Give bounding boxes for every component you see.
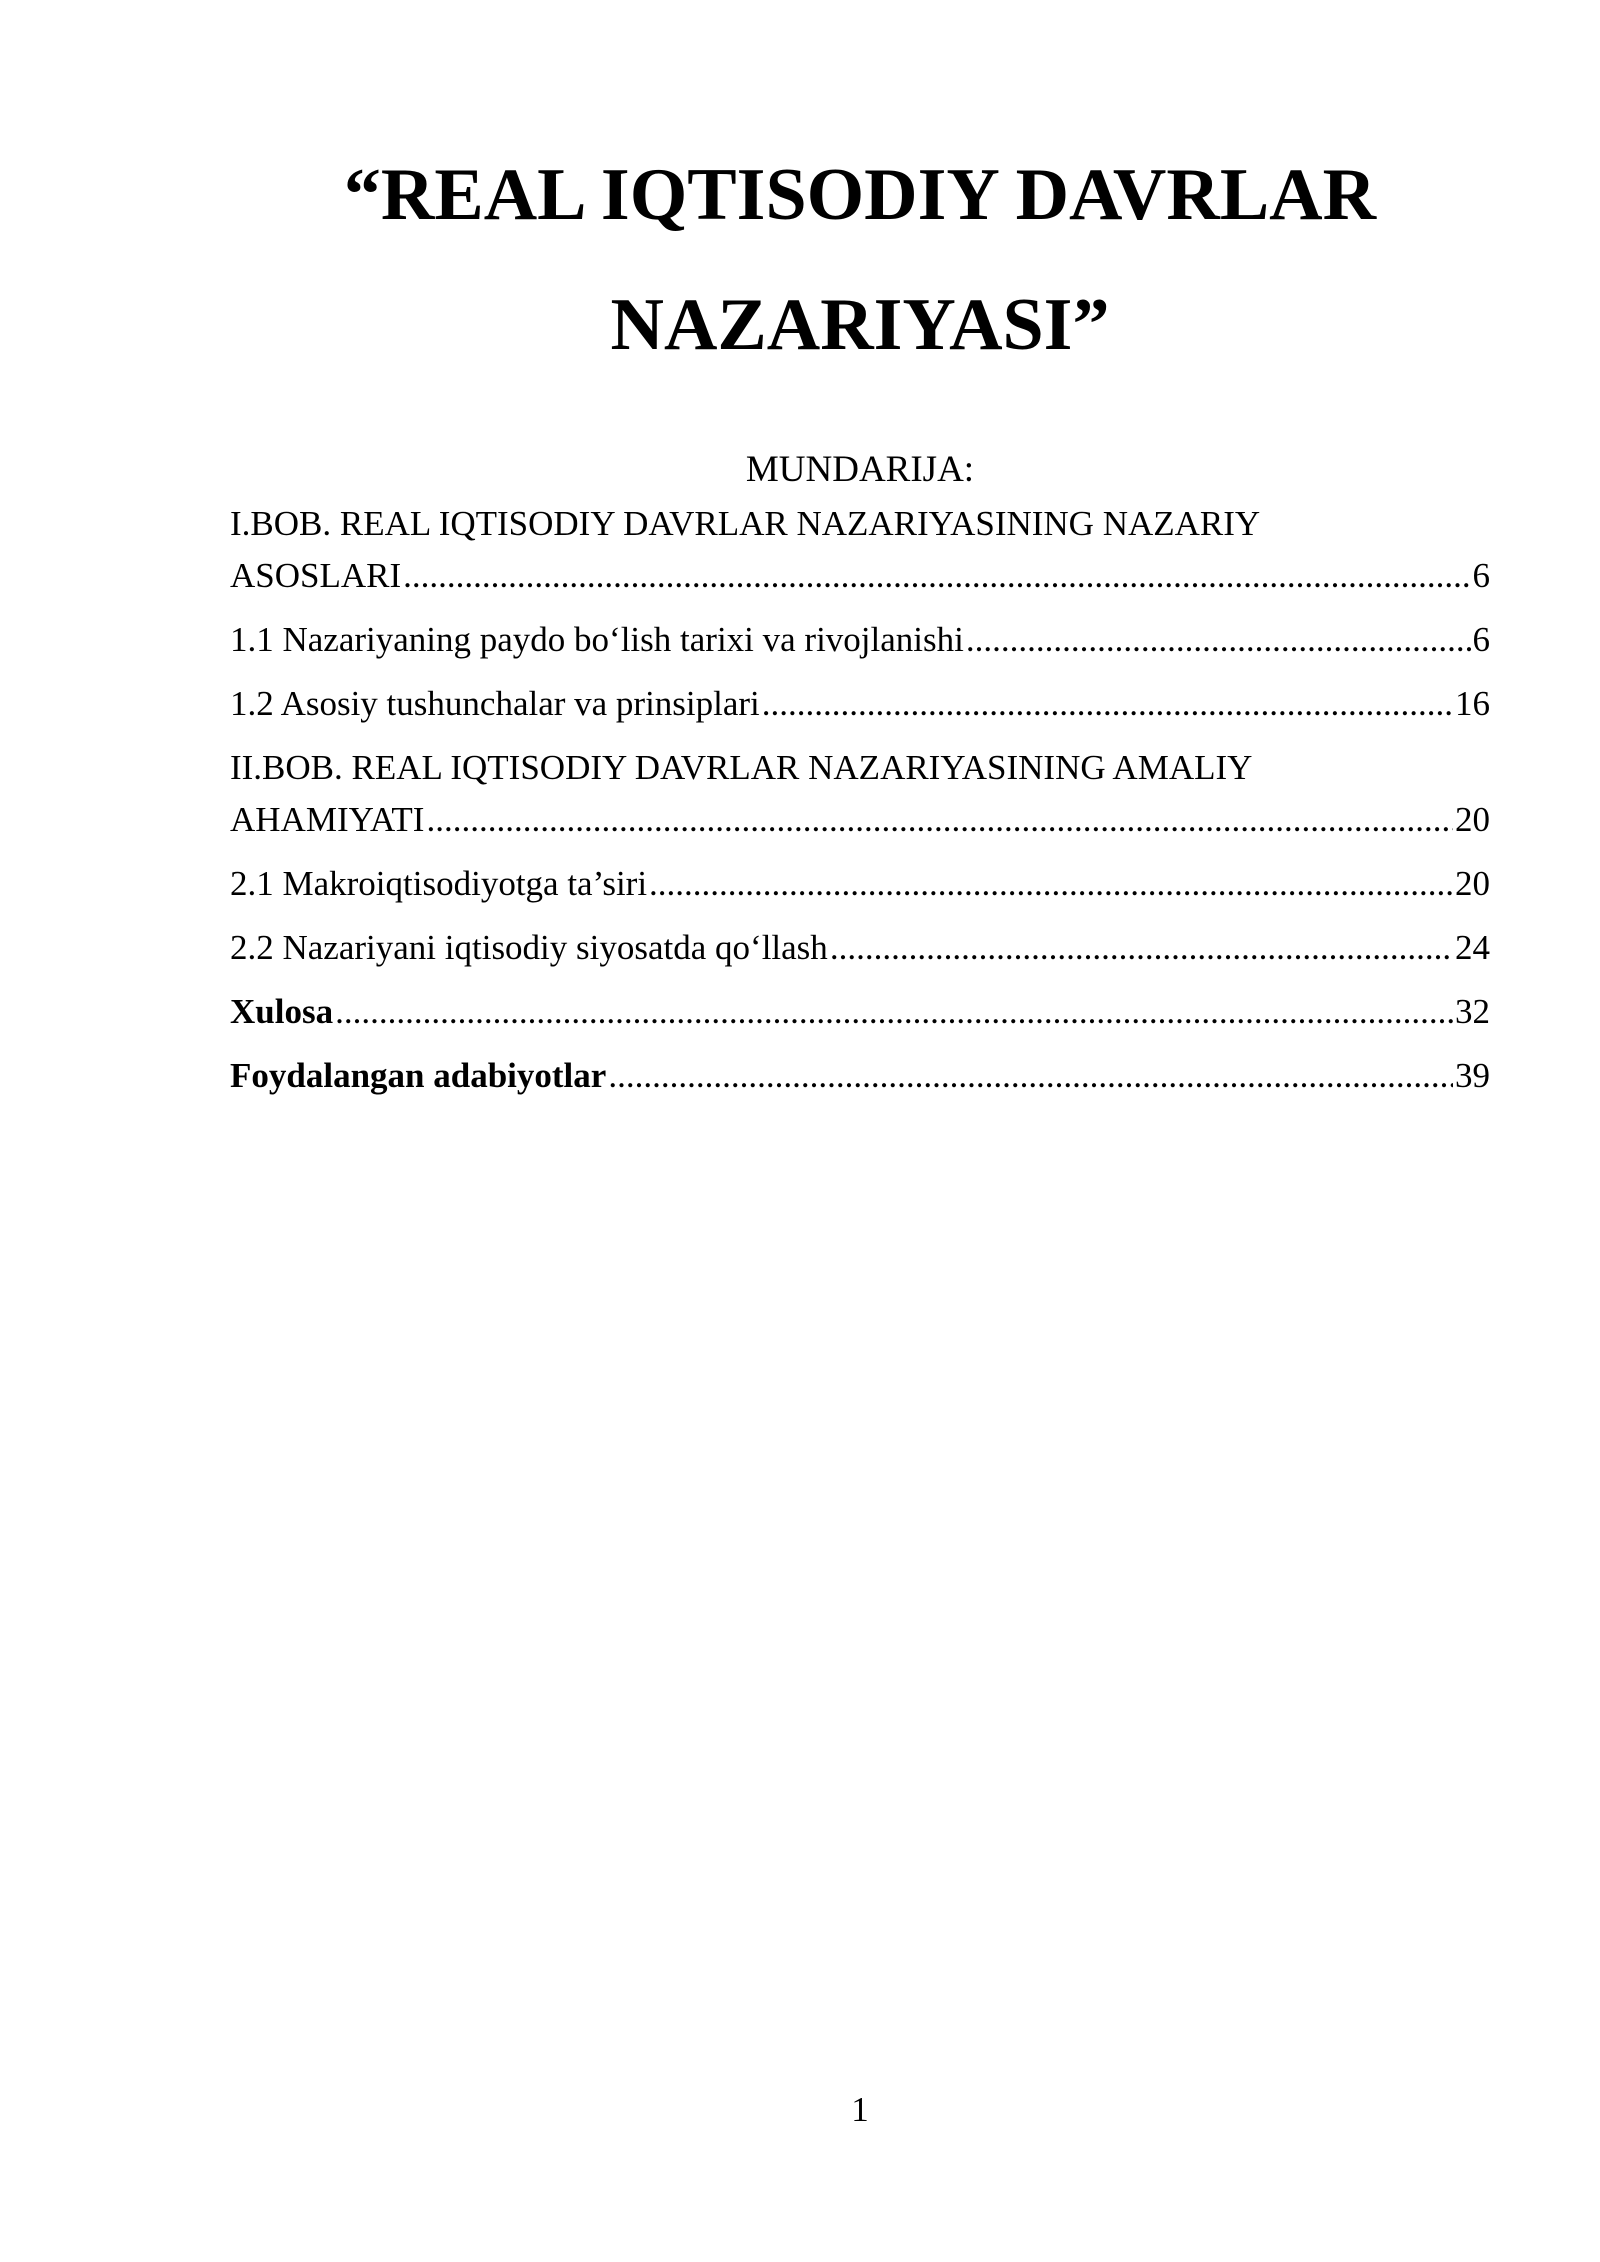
- toc-leader-dots: [762, 678, 1453, 730]
- toc-entry-page: 6: [1472, 620, 1490, 659]
- toc-entry-title: AHAMIYATI: [230, 800, 425, 839]
- toc-entry-line: I.BOB. REAL IQTISODIY DAVRLAR NAZARIYASINING NAZARIY: [230, 504, 1261, 543]
- toc-entry-line: II.BOB. REAL IQTISODIY DAVRLAR NAZARIYASINING AMALIY: [230, 748, 1253, 787]
- toc-heading: MUNDARIJA:: [745, 449, 975, 490]
- toc-leader-dots: [649, 858, 1453, 910]
- toc-leader-dots: [608, 1050, 1453, 1102]
- toc-entry-page: 20: [1455, 800, 1490, 839]
- table-of-contents: [230, 498, 1490, 1102]
- toc-entry-page: 20: [1455, 864, 1490, 903]
- toc-entry-chapter-2[interactable]: [230, 742, 1490, 846]
- toc-leader-dots: [966, 614, 1471, 666]
- toc-entry-page: 32: [1455, 992, 1490, 1031]
- toc-entry-page: 16: [1455, 684, 1490, 723]
- toc-entry-section-1-1[interactable]: [230, 614, 1490, 666]
- toc-entry-page: 24: [1455, 928, 1490, 967]
- toc-entry-page: 39: [1455, 1056, 1490, 1095]
- toc-entry-title: 2.1 Makroiqtisodiyotga ta’siri: [230, 864, 648, 903]
- toc-entry-section-1-2[interactable]: [230, 678, 1490, 730]
- toc-entry-title: 2.2 Nazariyani iqtisodiy siyosatda qo‘llash: [230, 928, 828, 967]
- toc-leader-dots: [830, 922, 1453, 974]
- toc-entry-section-2-1[interactable]: [230, 858, 1490, 910]
- toc-entry-section-2-2[interactable]: [230, 922, 1490, 974]
- page-number: 1: [851, 2090, 869, 2129]
- toc-leader-dots: [403, 550, 1470, 602]
- toc-entry-references[interactable]: [230, 1050, 1490, 1102]
- toc-entry-title: 1.2 Asosiy tushunchalar va prinsiplari: [230, 684, 760, 723]
- toc-entry-page: 6: [1472, 556, 1490, 595]
- toc-entry-title: 1.1 Nazariyaning paydo bo‘lish tarixi va rivojlanishi: [230, 620, 964, 659]
- toc-entry-title: Xulosa: [230, 992, 334, 1031]
- toc-leader-dots: [426, 794, 1453, 846]
- toc-entry-title: ASOSLARI: [230, 556, 402, 595]
- toc-entry-conclusion[interactable]: [230, 986, 1490, 1038]
- toc-entry-title: Foydalangan adabiyotlar: [230, 1056, 607, 1095]
- document-title-line-1: “REAL IQTISODIY DAVRLAR: [343, 154, 1377, 236]
- document-title-line-2: NAZARIYASI”: [610, 284, 1110, 366]
- toc-leader-dots: [335, 986, 1453, 1038]
- toc-entry-chapter-1[interactable]: [230, 498, 1490, 602]
